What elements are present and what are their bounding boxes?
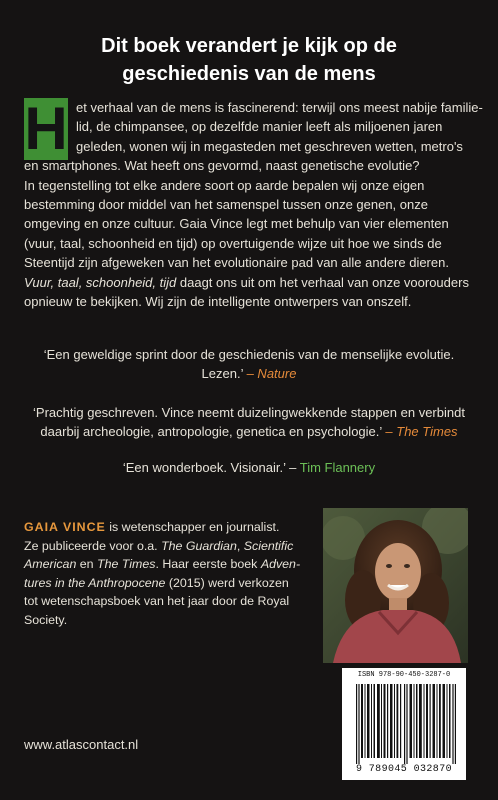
- drop-cap: H: [24, 95, 68, 162]
- quote-dash: –: [289, 460, 297, 475]
- blurb-line: omgeving en onze cultuur. Gaia Vince legt met behulp van vier elementen: [24, 216, 449, 232]
- quote-times: [0, 403, 498, 442]
- blurb-line: bestemming door middel van het samenspel tussen onze genen, onze: [24, 197, 428, 213]
- blurb-line: et verhaal van de mens is fascinerend: terwijl ons meest nabije familie-: [76, 100, 483, 115]
- barcode-bars: [356, 684, 456, 764]
- blurb-line: lid, de chimpansee, op dezelfde manier leeft als miljoenen jaren: [76, 119, 443, 135]
- quote-text: Lezen.’: [201, 366, 243, 382]
- bio-text: . Haar eerste boek: [155, 557, 261, 572]
- blurb-line: In tegenstelling tot elke andere soort op aarde bepalen wij onze eigen: [24, 177, 425, 193]
- bio-text: is wetenschapper en journalist.: [105, 520, 280, 534]
- blurb-line: geleden, wonen wij in megasteden met geschreven wetten, metro's: [76, 138, 463, 154]
- quote-source: – Nature: [246, 366, 297, 382]
- bio-line: [24, 555, 314, 574]
- quote-text: daarbij archeologie, antropologie, genetica en psychologie.’: [40, 424, 382, 440]
- bio-text: Ze publiceerde voor o.a.: [24, 538, 162, 553]
- quote-line: [0, 364, 498, 383]
- bio-italic: The Times: [97, 557, 156, 572]
- bio-italic: tures in the Anthropocene: [24, 575, 166, 590]
- blurb-line: [24, 273, 474, 292]
- bio-text: ,: [236, 538, 244, 553]
- quote-line: [0, 422, 498, 441]
- author-photo: [323, 508, 468, 663]
- bio-italic: American: [24, 557, 77, 572]
- bio-italic: Adven-: [260, 557, 301, 572]
- blurb-line-rest: daagt ons uit om het verhaal van onze voorouders: [176, 274, 469, 290]
- barcode: [342, 668, 466, 780]
- blurb-line: opnieuw te bekijken. Wij zijn de intelligente ontwerpers van onszelf.: [24, 294, 412, 310]
- blurb-line: Steentijd zijn afgeweken van het evolutionaire pad van alle andere dieren.: [24, 255, 449, 271]
- bio-line: [24, 518, 314, 537]
- bio-italic: Scientific: [243, 538, 294, 553]
- quote-flannery: [0, 458, 498, 477]
- title-line-1: Dit boek verandert je kijk op de: [101, 35, 397, 57]
- quote-line: [0, 458, 498, 477]
- quote-text: ‘Een wonderboek. Visionair.’: [122, 460, 286, 475]
- author-name: GAIA VINCE: [24, 520, 106, 534]
- publisher-website[interactable]: www.atlascontact.nl: [24, 737, 139, 752]
- author-portrait-illustration: [323, 508, 468, 663]
- bio-line: [24, 537, 314, 556]
- isbn-digits: 9 789045 032870: [355, 764, 452, 775]
- quote-text: ‘Een geweldige sprint door de geschiedenis van de menselijke evolutie.: [43, 347, 455, 362]
- blurb-line: en smartphones. Wat heeft ons gevormd, naast genetische evolutie?: [24, 158, 420, 174]
- blurb-line: (vuur, taal, schoonheid en tijd) op overtuigende wijze uit hoe we sinds de: [24, 235, 442, 251]
- quote-nature: [0, 345, 498, 384]
- bio-italic: The Guardian: [161, 538, 237, 553]
- bio-line: Society.: [24, 612, 68, 627]
- title-line-2: geschiedenis van de mens: [122, 63, 376, 85]
- book-title-italic: Vuur, taal, schoonheid, tijd: [24, 274, 177, 290]
- quote-text: ‘Prachtig geschreven. Vince neemt duizelingwekkende stappen en verbindt: [33, 405, 465, 420]
- bio-line: [24, 574, 314, 593]
- author-bio: [24, 518, 314, 630]
- blurb-paragraph: [24, 95, 483, 311]
- bio-line: tot wetenschapsboek van het jaar door de Royal: [24, 594, 290, 609]
- bio-text: en: [76, 557, 98, 572]
- quote-source: – The Times: [385, 424, 458, 440]
- bio-text: (2015) werd verkozen: [165, 575, 289, 590]
- quote-source: Tim Flannery: [299, 460, 376, 475]
- isbn-label: ISBN 978-90-450-3287-0: [357, 671, 451, 679]
- back-cover-title: [0, 32, 498, 88]
